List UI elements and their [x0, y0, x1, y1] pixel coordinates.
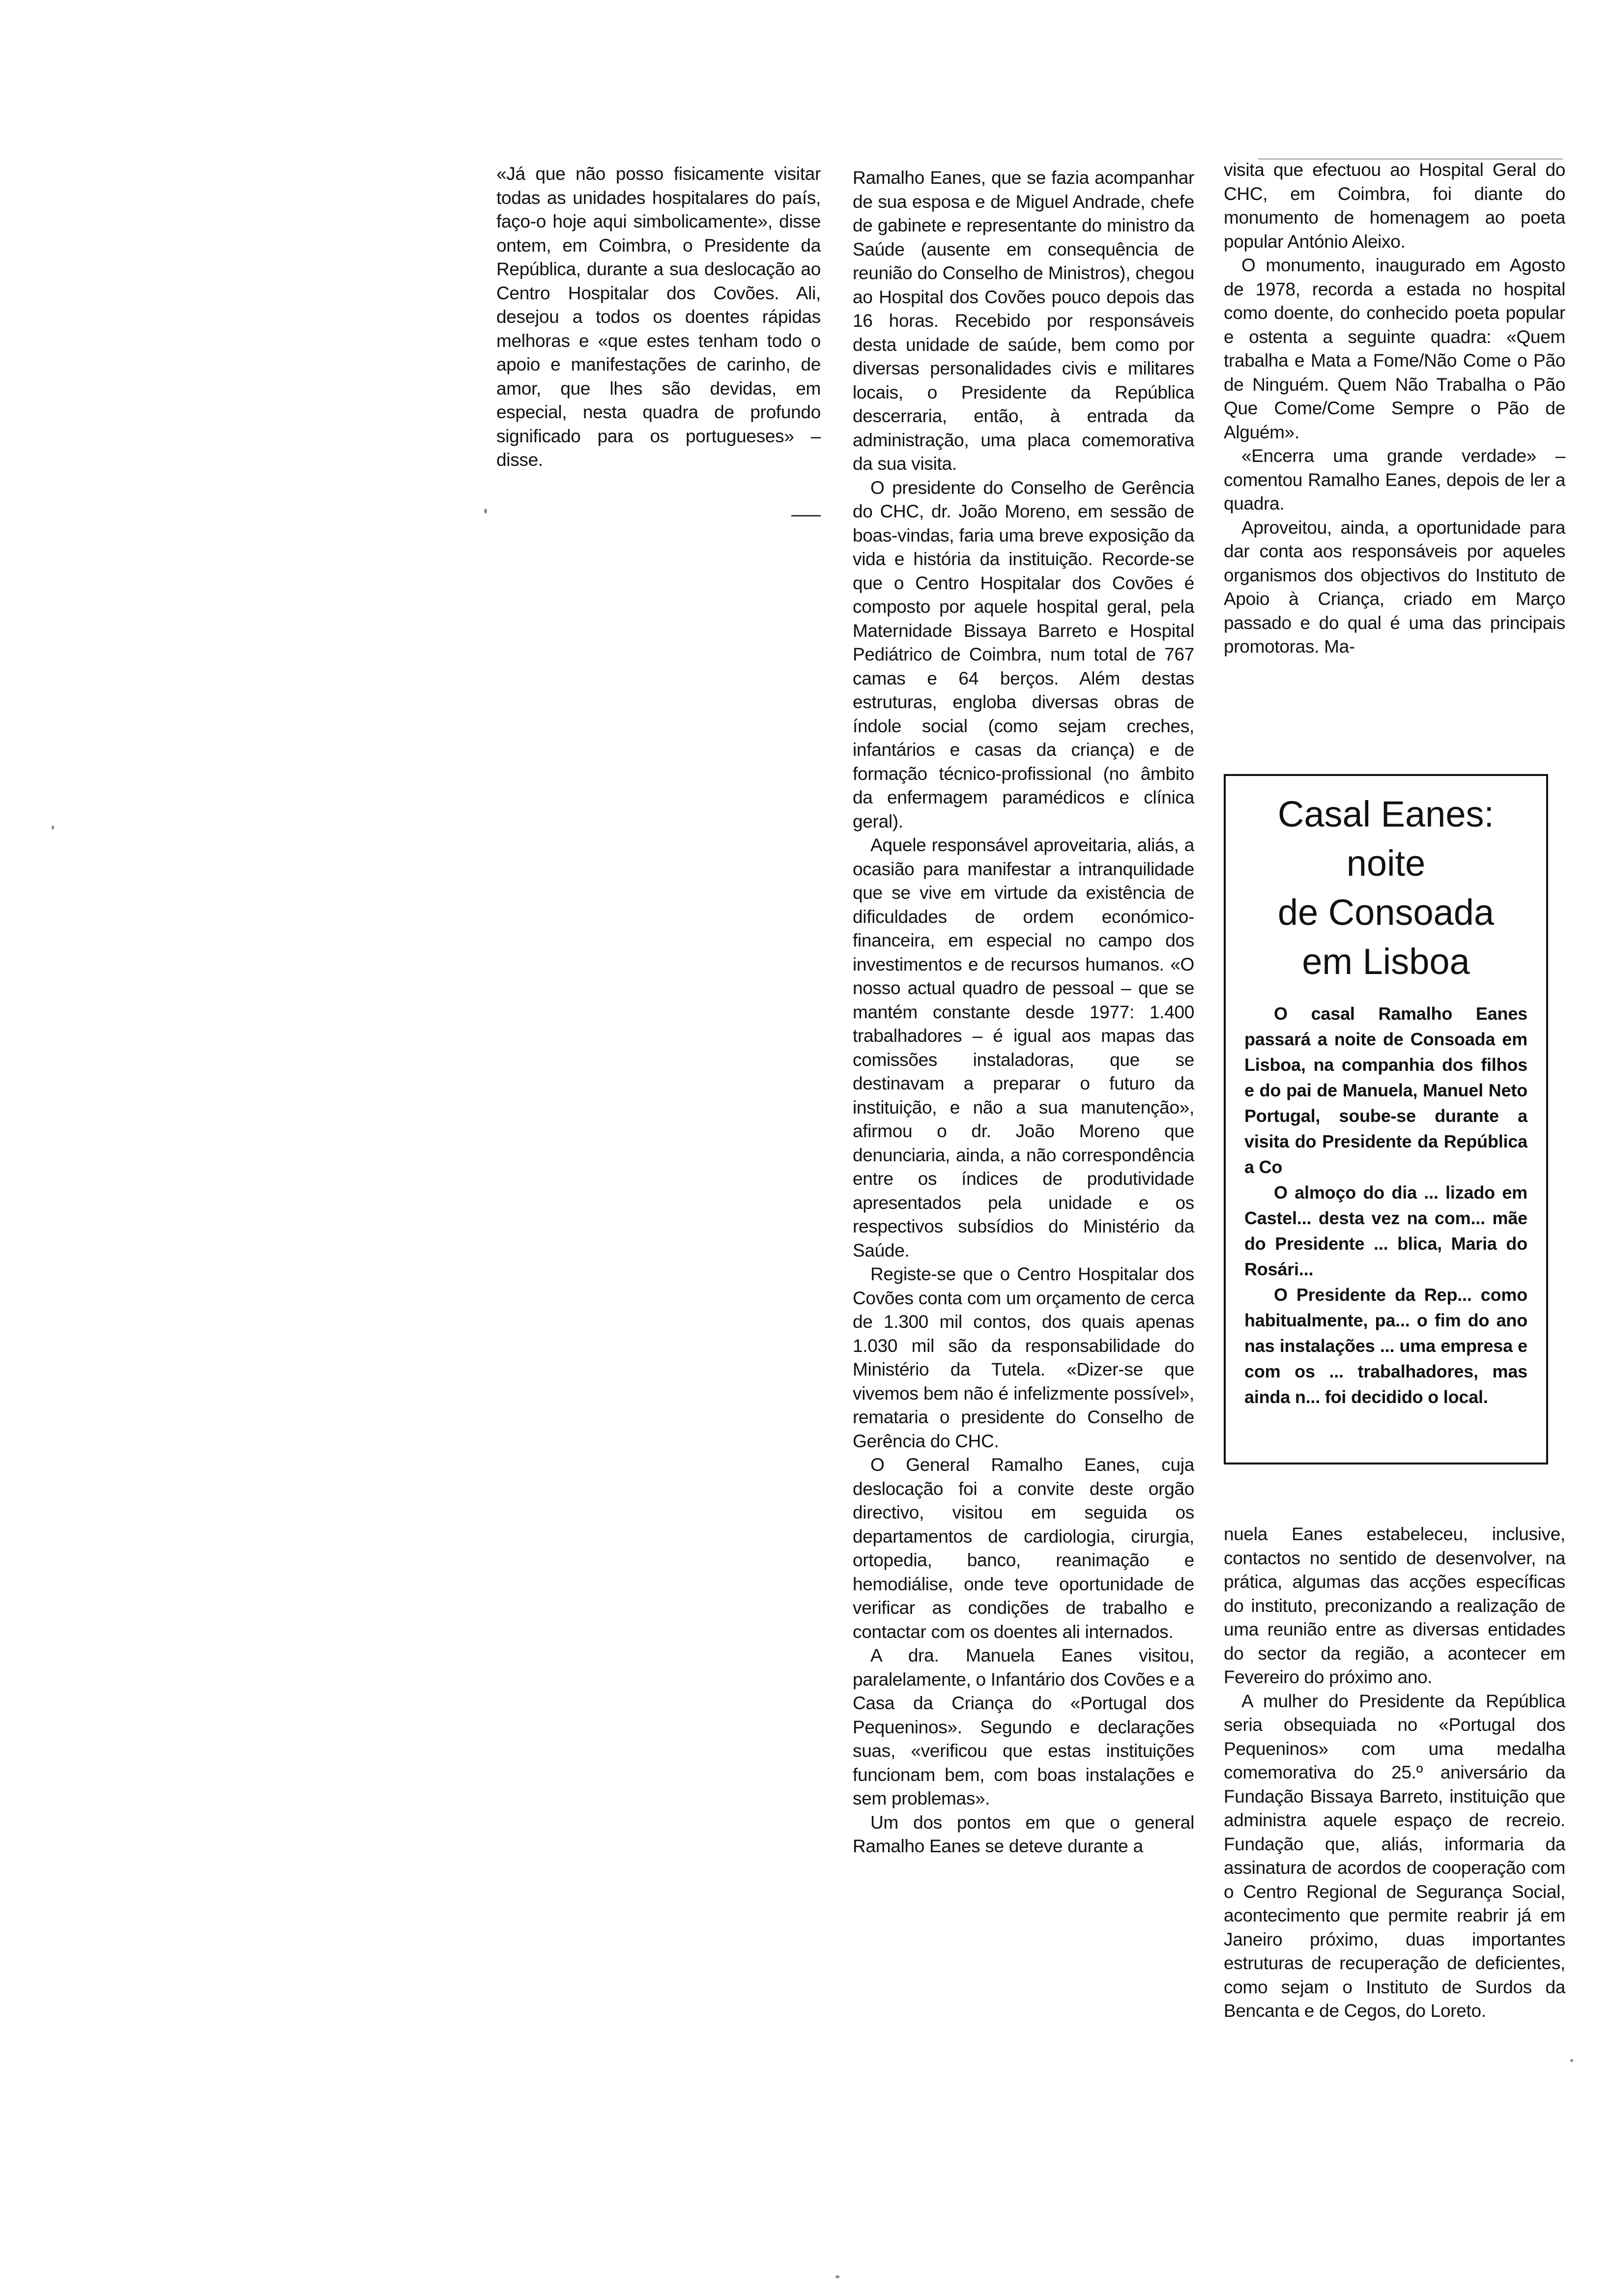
paragraph: A dra. Manuela Eanes visitou, paralelamente, o Infantário dos Covões e a Casa da Criança do «Portugal dos Pequeninos». Segundo e declarações suas, «verificou que estas instituições funcionam bem, com boas instalações e sem problemas».: [853, 1645, 1194, 1808]
sidebar-paragraph: O almoço do dia ... lizado em Castel... desta vez na com... mãe do Presidente ... blica, Maria do Rosári...: [1244, 1182, 1527, 1279]
sidebar-headline: [1244, 790, 1527, 986]
paragraph: nuela Eanes estabeleceu, inclusive, contactos no sentido de desenvolver, na prática, algumas das acções específicas do instituto, preconizando a realização de uma reunião entre as diversas entidades do sector da região, a acontecer em Fevereiro do próximo ano.: [1224, 1524, 1565, 1687]
paragraph: O presidente do Conselho de Gerência do CHC, dr. João Moreno, em sessão de boas-vindas, faria uma breve exposição da vida e história da instituição. Recorde-se que o Centro Hospitalar dos Covões é composto por aquele hospital geral, pela Maternidade Bissaya Barreto e Hospital Pediátrico de Coimbra, num total de 767 camas e 64 berços. Além destas estruturas, engloba diversas obras de índole social (como sejam creches, infantários e casas da criança) e de formação técnico-profissional (no âmbito da enfermagem paramédicos e clínica geral).: [853, 477, 1194, 832]
sidebar-paragraph: O casal Ramalho Eanes passará a noite de Consoada em Lisboa, na companhia dos filhos e do pai de Manuela, Manuel Neto Portugal, soube-se durante a visita do Presidente da República a Co: [1244, 1004, 1527, 1177]
sidebar-paragraph: O Presidente da Rep... como habitualmente, pa... o fim do ano nas instalações ... uma empresa e com os ... trabalhadores, mas ainda n... foi decidido o local.: [1244, 1285, 1527, 1407]
sidebar-body: [1244, 1001, 1527, 1410]
paragraph: Aquele responsável aproveitaria, aliás, a ocasião para manifestar a intranquilidade que se vive em virtude da existência de dificuldades de ordem económico-financeira, em especial no campo dos investimentos e de recursos humanos. «O nosso actual quadro de pessoal – que se mantém constante desde 1977: 1.400 trabalhadores – é igual aos mapas das comissões instaladoras, que se destinavam a preparar o futuro da instituição, e não a sua manutenção», afirmou o dr. João Moreno que denunciaria, ainda, a não correspondência entre os índices de produtividade apresentados pela unidade e os respectivos subsídios do Ministério da Saúde.: [853, 835, 1194, 1261]
scan-artifact: [791, 515, 821, 517]
sidebar-headline-line: de Consoada: [1277, 892, 1495, 933]
sidebar-headline-line: Casal Eanes:: [1277, 794, 1495, 834]
article-column-3-bottom: [1224, 1522, 1565, 2023]
scan-artifact: [835, 2275, 839, 2278]
paragraph: Registe-se que o Centro Hospitalar dos Covões conta com um orçamento de cerca de 1.300 mil contos, dos quais apenas 1.030 mil são da responsabilidade do Ministério da Tutela. «Dizer-se que vivemos bem não é infelizmente possível», remataria o presidente do Conselho de Gerência do CHC.: [853, 1264, 1194, 1451]
scan-artifact: [1258, 158, 1563, 160]
paragraph: Aproveitou, ainda, a oportunidade para dar conta aos responsáveis por aqueles organismos dos objectivos do Instituto de Apoio à Criança, criado em Março passado e do qual é uma das principais promotoras. Ma-: [1224, 517, 1565, 657]
sidebar-headline-line: em Lisboa: [1302, 941, 1470, 982]
paragraph: O monumento, inaugurado em Agosto de 1978, recorda a estada no hospital como doente, do conhecido poeta popular e ostenta a seguinte quadra: «Quem trabalha e Mata a Fome/Não Come o Pão de Ninguém. Quem Não Trabalha o Pão Que Come/Come Sempre o Pão de Alguém».: [1224, 255, 1565, 442]
article-column-1: [496, 162, 821, 472]
paragraph: Um dos pontos em que o general Ramalho Eanes se deteve durante a: [853, 1812, 1194, 1856]
paragraph: O General Ramalho Eanes, cuja deslocação foi a convite deste orgão directivo, visitou em seguida os departamentos de cardiologia, cirurgia, ortopedia, banco, reanimação e hemodiálise, onde teve oportunidade de verificar as condições de trabalho e contactar com os doentes ali internados.: [853, 1455, 1194, 1642]
article-column-2: [853, 166, 1194, 1859]
sidebar-headline-line: noite: [1346, 843, 1426, 884]
article-column-3-top: [1224, 158, 1565, 659]
scan-artifact: [1570, 2059, 1573, 2062]
paragraph: A mulher do Presidente da República seria obsequiada no «Portugal dos Pequeninos» com uma medalha comemorativa do 25.º aniversário da Fundação Bissaya Barreto, instituição que administra aquele espaço de recreio. Fundação que, aliás, informaria da assinatura de acordos de cooperação com o Centro Regional de Segurança Social, acontecimento que permite reabrir já em Janeiro próximo, duas importantes estruturas de recuperação de deficientes, como sejam o Instituto de Surdos da Bencanta e de Cegos, do Loreto.: [1224, 1691, 1565, 2021]
scan-artifact: [52, 826, 54, 830]
paragraph: visita que efectuou ao Hospital Geral do CHC, em Coimbra, foi diante do monumento de homenagem ao poeta popular António Aleixo.: [1224, 160, 1565, 252]
scan-artifact: [484, 509, 487, 514]
paragraph: «Já que não posso fisicamente visitar todas as unidades hospitalares do país, faço-o hoje aqui simbolicamente», disse ontem, em Coimbra, o Presidente da República, durante a sua deslocação ao Centro Hospitalar dos Covões. Ali, desejou a todos os doentes rápidas melhoras e «que estes tenham todo o apoio e manifestações de carinho, de amor, que lhes são devidas, em especial, nesta quadra de profundo significado para os portugueses» – disse.: [496, 164, 821, 470]
paragraph: Ramalho Eanes, que se fazia acompanhar de sua esposa e de Miguel Andrade, chefe de gabinete e representante do ministro da Saúde (ausente em consequência de reunião do Conselho de Ministros), chegou ao Hospital dos Covões pouco depois das 16 horas. Recebido por responsáveis desta unidade de saúde, bem como por diversas personalidades civis e militares locais, o Presidente da República descerraria, então, à entrada da administração, uma placa comemorativa da sua visita.: [853, 168, 1194, 474]
paragraph: «Encerra uma grande verdade» – comentou Ramalho Eanes, depois de ler a quadra.: [1224, 446, 1565, 514]
sidebar-box: [1224, 774, 1548, 1464]
